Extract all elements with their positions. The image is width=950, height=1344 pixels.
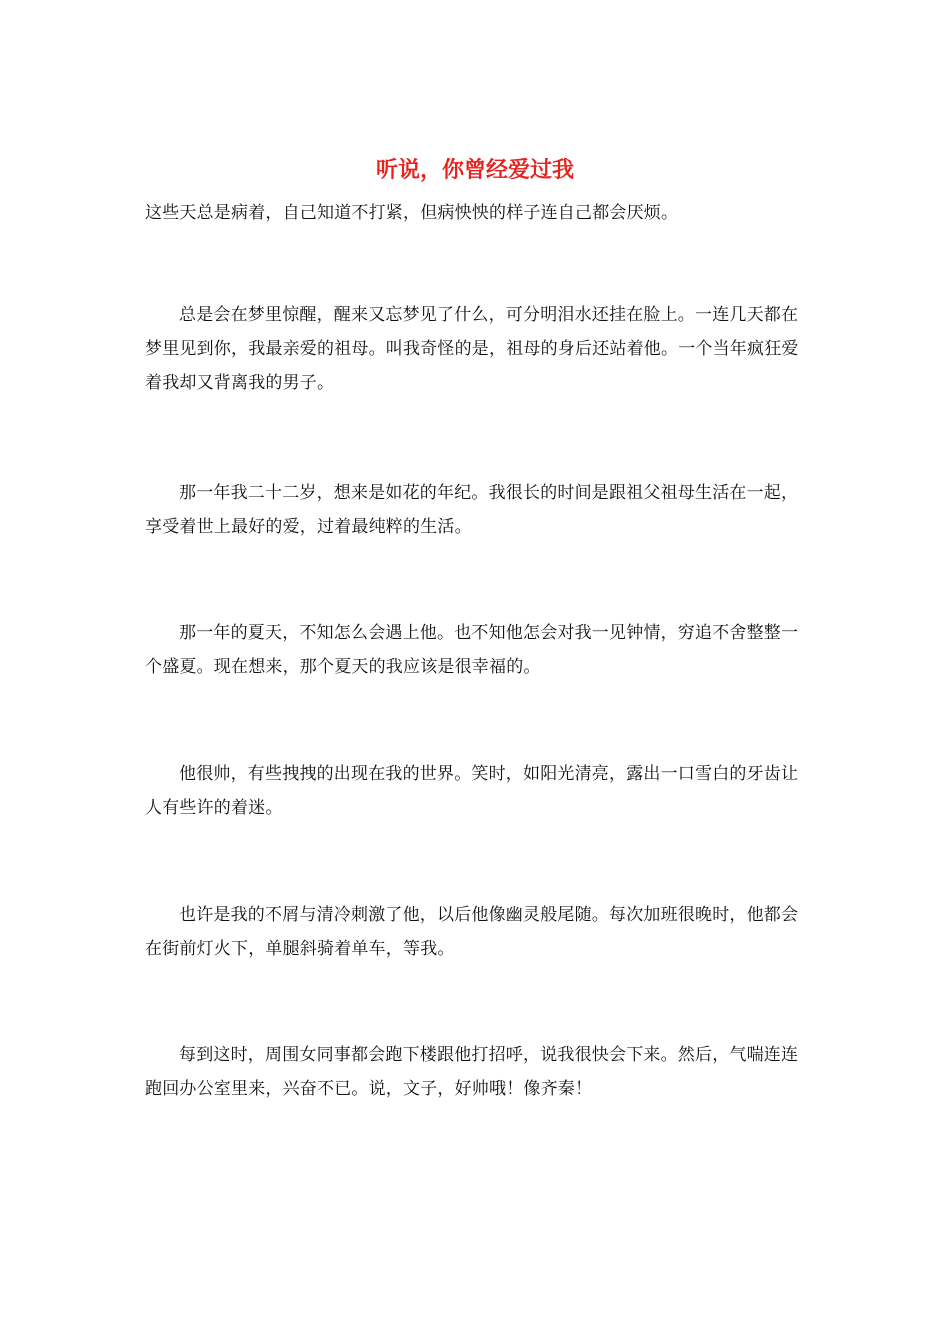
paragraph-5: 他很帅，有些拽拽的出现在我的世界。笑时，如阳光清亮，露出一口雪白的牙齿让人有些许的着迷。 xyxy=(145,764,799,818)
paragraph-2: 总是会在梦里惊醒，醒来又忘梦见了什么，可分明泪水还挂在脸上。一连几天都在梦里见到你，我最亲爱的祖母。叫我奇怪的是，祖母的身后还站着他。一个当年疯狂爱着我却又背离我的男子。 xyxy=(145,305,799,393)
paragraph-6: 也许是我的不屑与清冷刺激了他，以后他像幽灵般尾随。每次加班很晚时，他都会在街前灯火下，单腿斜骑着单车，等我。 xyxy=(145,905,799,959)
paragraph-4: 那一年的夏天，不知怎么会遇上他。也不知他怎会对我一见钟情，穷追不舍整整一个盛夏。现在想来，那个夏天的我应该是很幸福的。 xyxy=(145,623,799,677)
paragraph-1: 这些天总是病着，自己知道不打紧，但病怏怏的样子连自己都会厌烦。 xyxy=(145,203,679,223)
paragraph-7: 每到这时，周围女同事都会跑下楼跟他打招呼，说我很快会下来。然后，气喘连连跑回办公室里来，兴奋不已。说，文子，好帅哦！像齐秦！ xyxy=(145,1045,799,1099)
paragraph-3: 那一年我二十二岁，想来是如花的年纪。我很长的时间是跟祖父祖母生活在一起，享受着世上最好的爱，过着最纯粹的生活。 xyxy=(145,483,799,537)
document-title: 听说，你曾经爱过我 xyxy=(375,157,574,183)
